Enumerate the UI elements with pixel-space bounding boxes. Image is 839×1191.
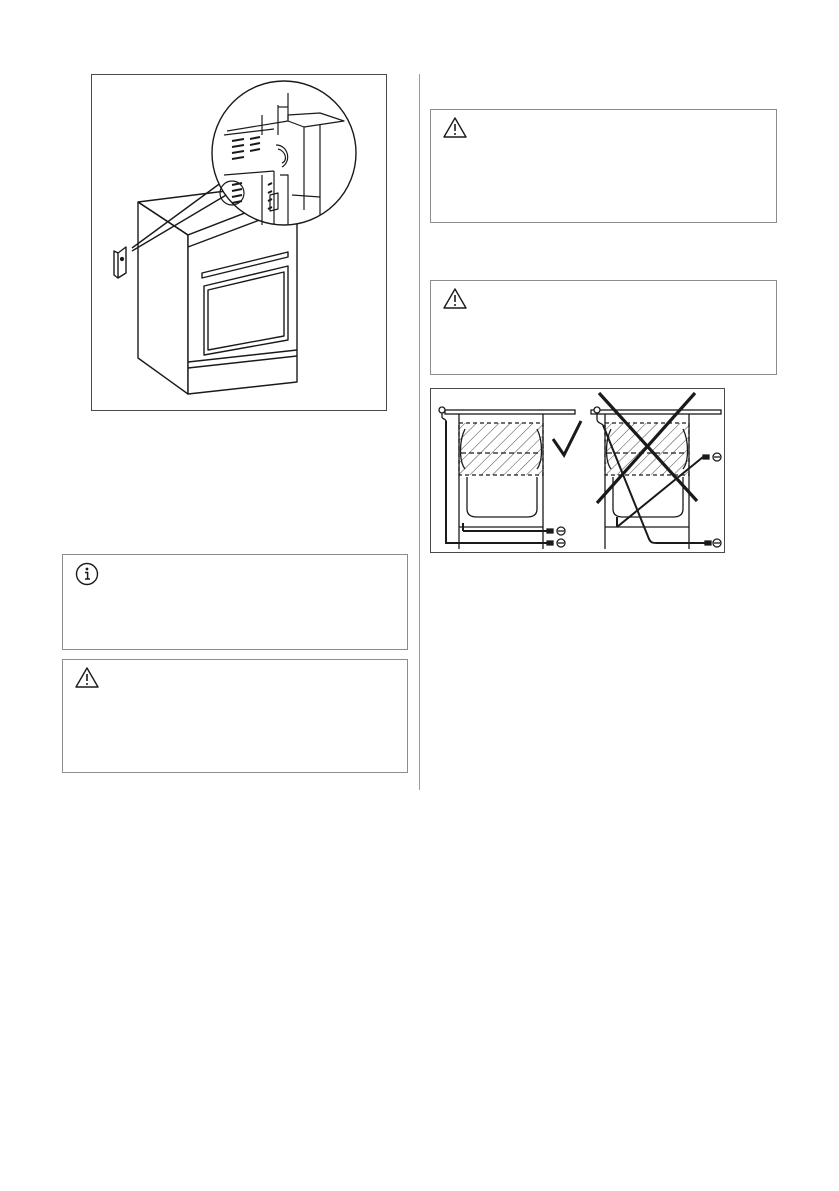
incorrect-installation xyxy=(591,407,721,549)
info-icon xyxy=(74,561,100,587)
info-note-box xyxy=(62,554,408,650)
check-mark-icon xyxy=(553,421,581,455)
cooker-drawing xyxy=(92,75,386,410)
correct-installation xyxy=(439,407,575,549)
warning-icon xyxy=(74,666,100,690)
column-divider xyxy=(419,74,420,790)
warning-icon xyxy=(442,287,468,311)
warning-note-box-left xyxy=(62,659,408,773)
cable-routing-drawing xyxy=(431,389,724,552)
warning-note-box-right-1 xyxy=(430,109,777,223)
anti-tilt-illustration xyxy=(91,74,387,411)
warning-note-box-right-2 xyxy=(430,280,777,375)
cable-routing-illustration xyxy=(430,388,725,553)
warning-icon xyxy=(442,116,468,140)
